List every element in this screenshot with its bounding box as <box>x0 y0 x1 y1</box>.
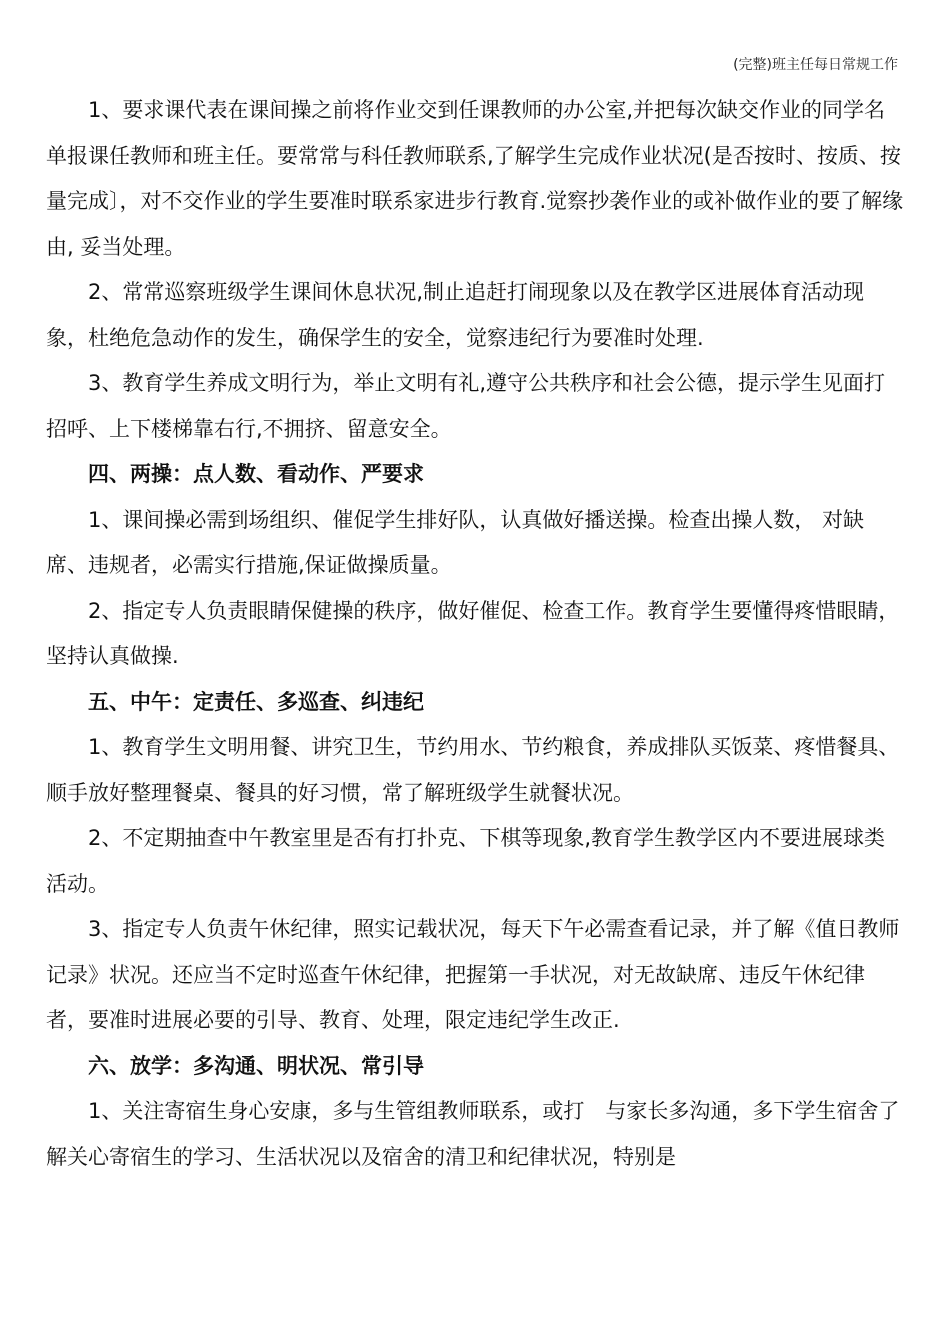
paragraph-homework: 1、要求课代表在课间操之前将作业交到任课教师的办公室,并把每次缺交作业的同学名单报课任教师和班主任。要常常与科任教师联系,了解学生完成作业状况(是否按时、按质、按量完成〕，对不交作业的学生要准时联系家进步行教育.觉察抄袭作业的或补做作业的要了解缘由, 妥当处理。 <box>46 98 904 259</box>
paragraph-classroom-check: 2、不定期抽查中午教室里是否有打扑克、下棋等现象,教育学生教学区内不要进展球类活动。 <box>46 826 886 896</box>
document-body <box>46 88 906 1180</box>
section-heading-dismissal: 六、放学：多沟通、明状况、常引导 <box>88 1053 424 1078</box>
page-header-title: (完整)班主任每日常规工作 <box>733 57 898 73</box>
paragraph-boarding-students: 1、关注寄宿生身心安康，多与生管组教师联系，或打 与家长多沟通，多下学生宿舍了解关心寄宿生的学习、生活状况以及宿舍的清卫和纪律状况，特别是 <box>46 1099 900 1169</box>
paragraph-recess-patrol: 2、常常巡察班级学生课间休息状况,制止追赶打闹现象以及在教学区进展体育活动现象，杜绝危急动作的发生，确保学生的安全，觉察违纪行为要准时处理. <box>46 280 865 350</box>
paragraph-dining: 1、教育学生文明用餐、讲究卫生，节约用水、节约粮食，养成排队买饭菜、疼惜餐具、顺手放好整理餐桌、餐具的好习惯，常了解班级学生就餐状况。 <box>46 735 900 805</box>
paragraph-nap-discipline: 3、指定专人负责午休纪律，照实记载状况，每天下午必需查看记录，并了解《值日教师记录》状况。还应当不定时巡查午休纪律，把握第一手状况，对无故缺席、违反午休纪律者，要准时进展必要的引导、教育、处理，限定违纪学生改正. <box>46 917 900 1032</box>
paragraph-civil-behavior: 3、教育学生养成文明行为，举止文明有礼,遵守公共秩序和社会公德，提示学生见面打招呼、上下楼梯靠右行,不拥挤、留意安全。 <box>46 371 886 441</box>
section-heading-exercises: 四、两操：点人数、看动作、严要求 <box>88 462 424 486</box>
paragraph-eye-exercise: 2、指定专人负责眼睛保健操的秩序，做好催促、检查工作。教育学生要懂得疼惜眼睛，坚持认真做操. <box>46 598 900 668</box>
section-heading-noon: 五、中午：定责任、多巡查、纠违纪 <box>88 689 424 714</box>
paragraph-morning-exercise: 1、课间操必需到场组织、催促学生排好队，认真做好播送操。检查出操人数， 对缺席、违规者，必需实行措施,保证做操质量。 <box>46 507 865 577</box>
